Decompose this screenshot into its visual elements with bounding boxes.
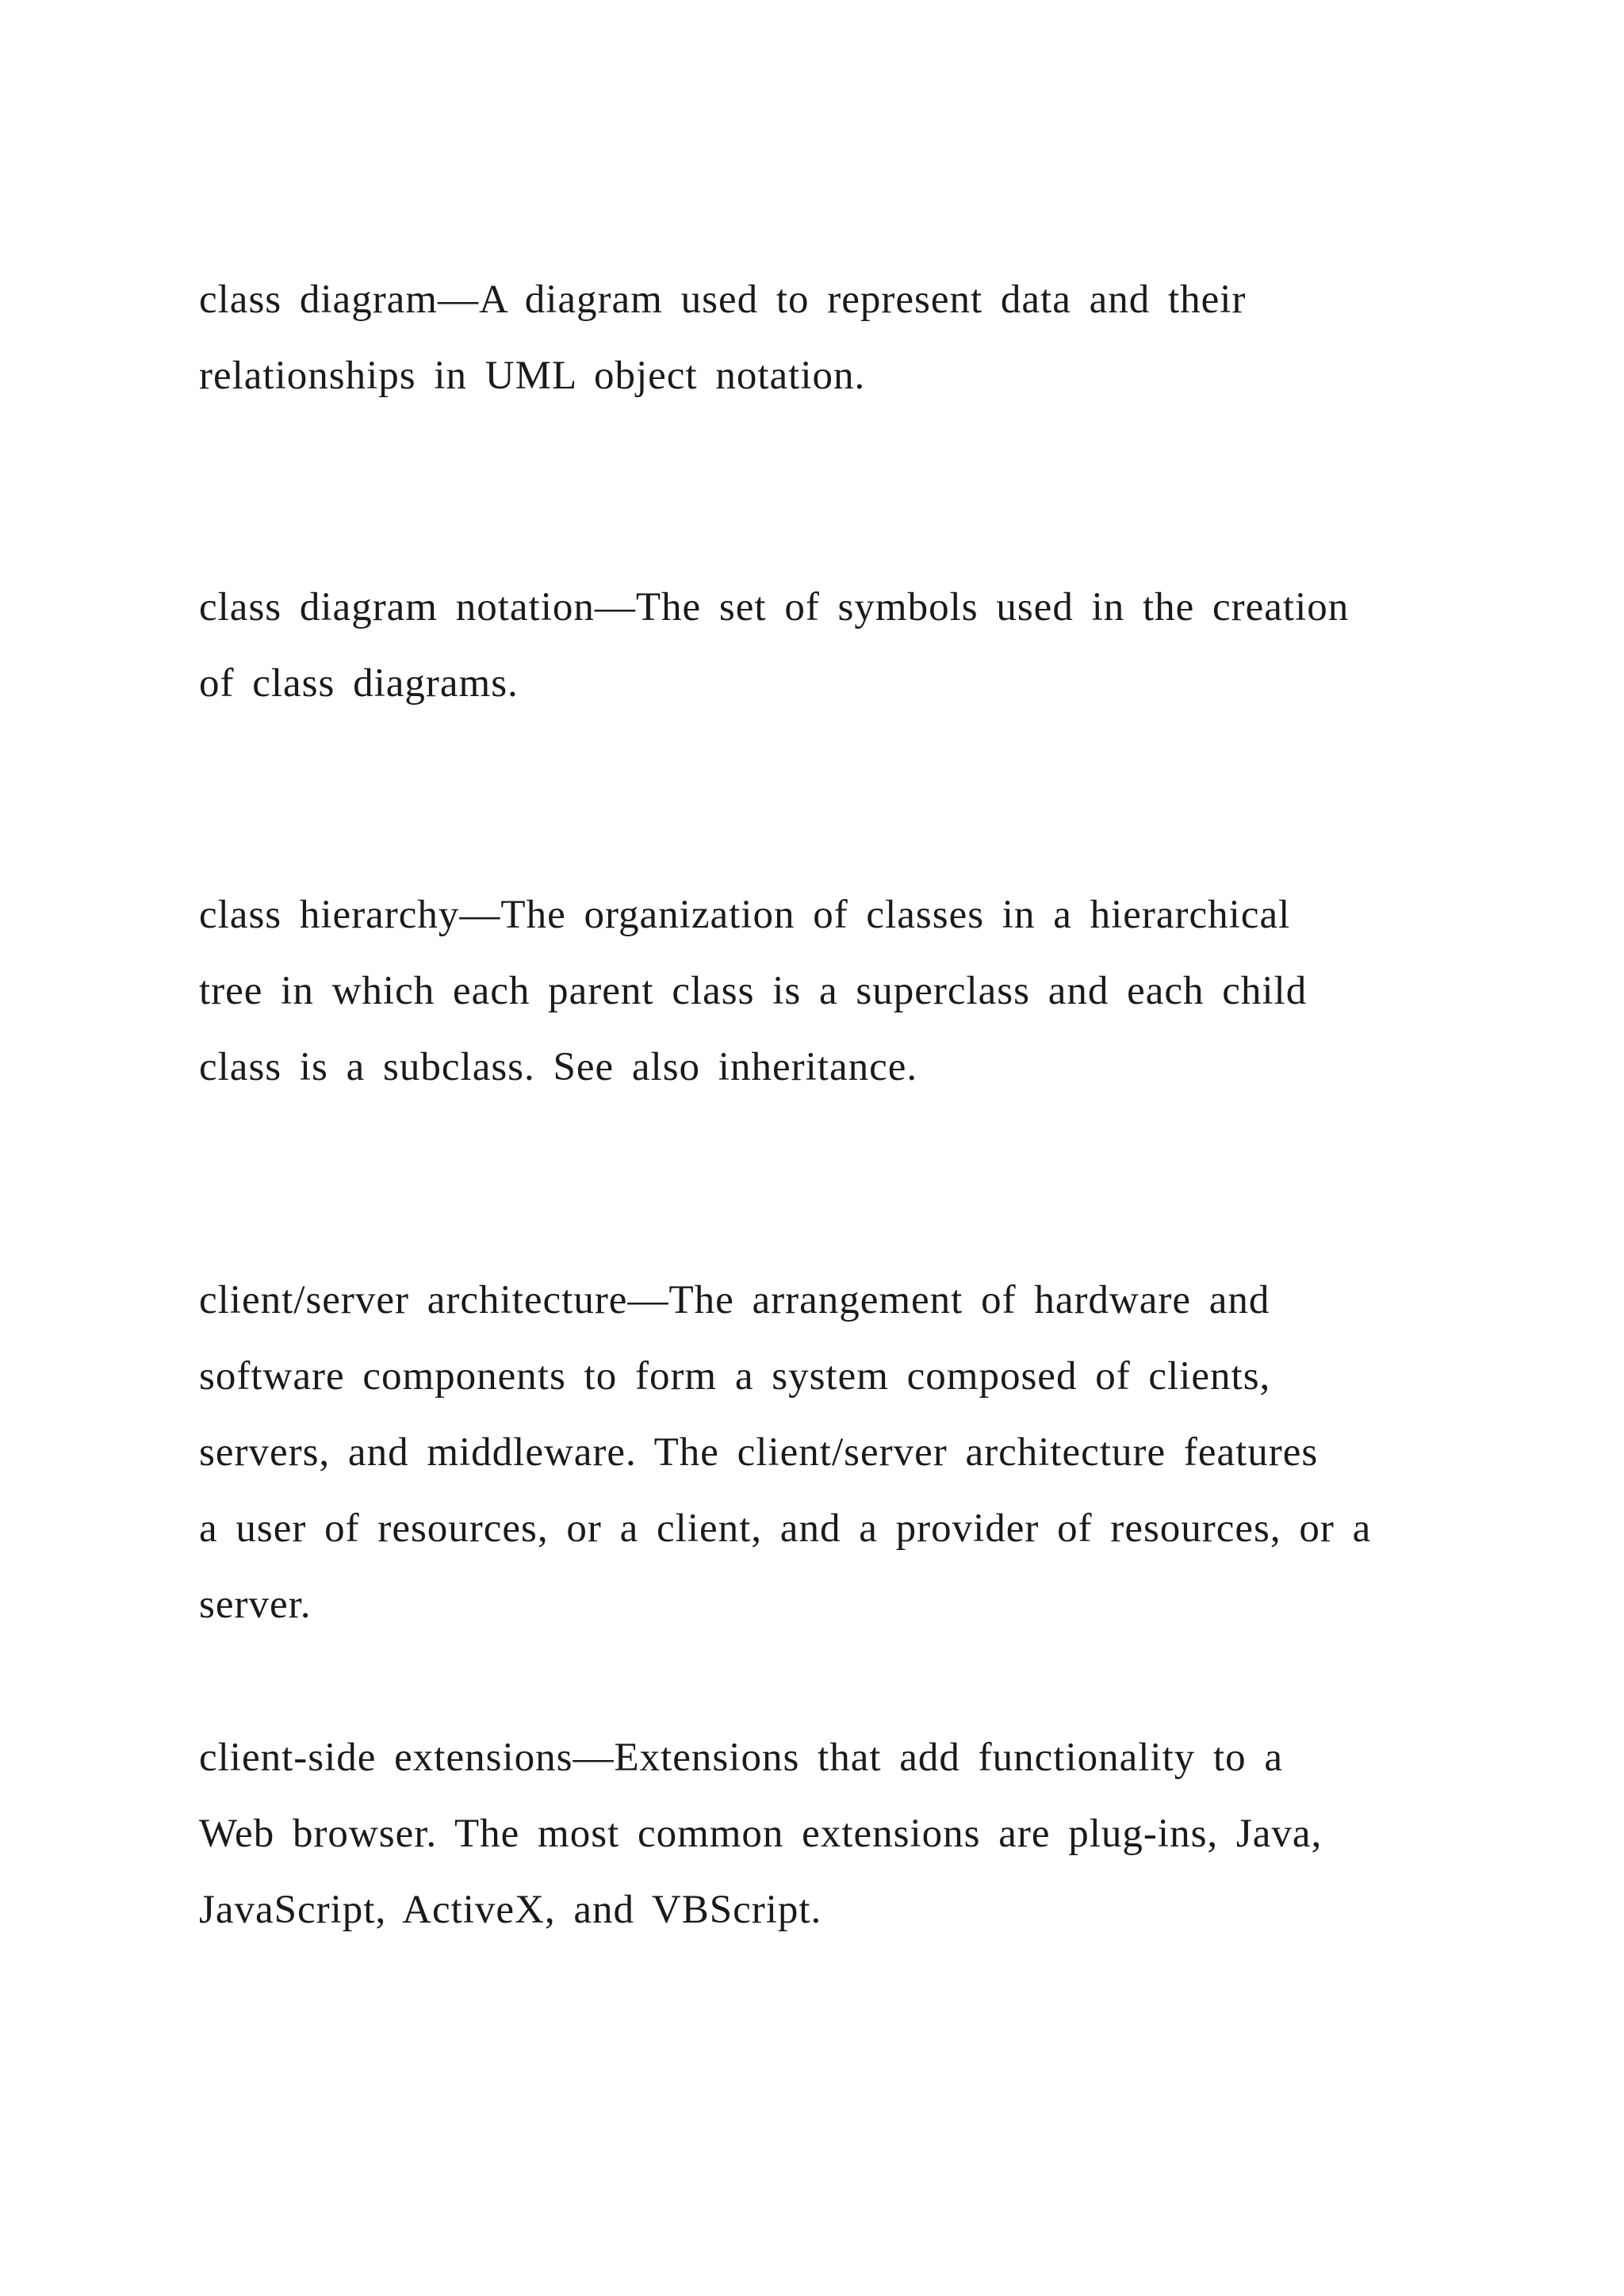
- entry-line: client-side extensions—Extensions that add functionality to a: [199, 1735, 1284, 1780]
- entry-line: tree in which each parent class is a superclass and each child: [199, 969, 1308, 1013]
- glossary-entry-client-server-architecture: [199, 1262, 1436, 1643]
- entry-line: of class diagrams.: [199, 661, 519, 706]
- entry-line: Web browser. The most common extensions are plug-ins, Java,: [199, 1812, 1323, 1856]
- glossary-entry-class-diagram-notation: [199, 569, 1436, 721]
- entry-line: software components to form a system composed of clients,: [199, 1354, 1271, 1399]
- entry-line: servers, and middleware. The client/server architecture features: [199, 1430, 1319, 1475]
- entry-line: server.: [199, 1582, 312, 1627]
- glossary-entry-client-side-extensions: [199, 1720, 1436, 1948]
- entry-line: a user of resources, or a client, and a provider of resources, or a: [199, 1506, 1372, 1551]
- entry-line: JavaScript, ActiveX, and VBScript.: [199, 1888, 822, 1932]
- entry-line: class hierarchy—The organization of classes in a hierarchical: [199, 893, 1291, 937]
- glossary-entry-class-hierarchy: [199, 877, 1436, 1105]
- entry-line: client/server architecture—The arrangement of hardware and: [199, 1278, 1270, 1322]
- entry-line: class diagram notation—The set of symbols used in the creation: [199, 585, 1350, 629]
- entry-line: relationships in UML object notation.: [199, 354, 866, 398]
- entry-line: class diagram—A diagram used to represent data and their: [199, 277, 1247, 322]
- glossary-entry-class-diagram: [199, 262, 1436, 414]
- entry-line: class is a subclass. See also inheritance.: [199, 1045, 918, 1089]
